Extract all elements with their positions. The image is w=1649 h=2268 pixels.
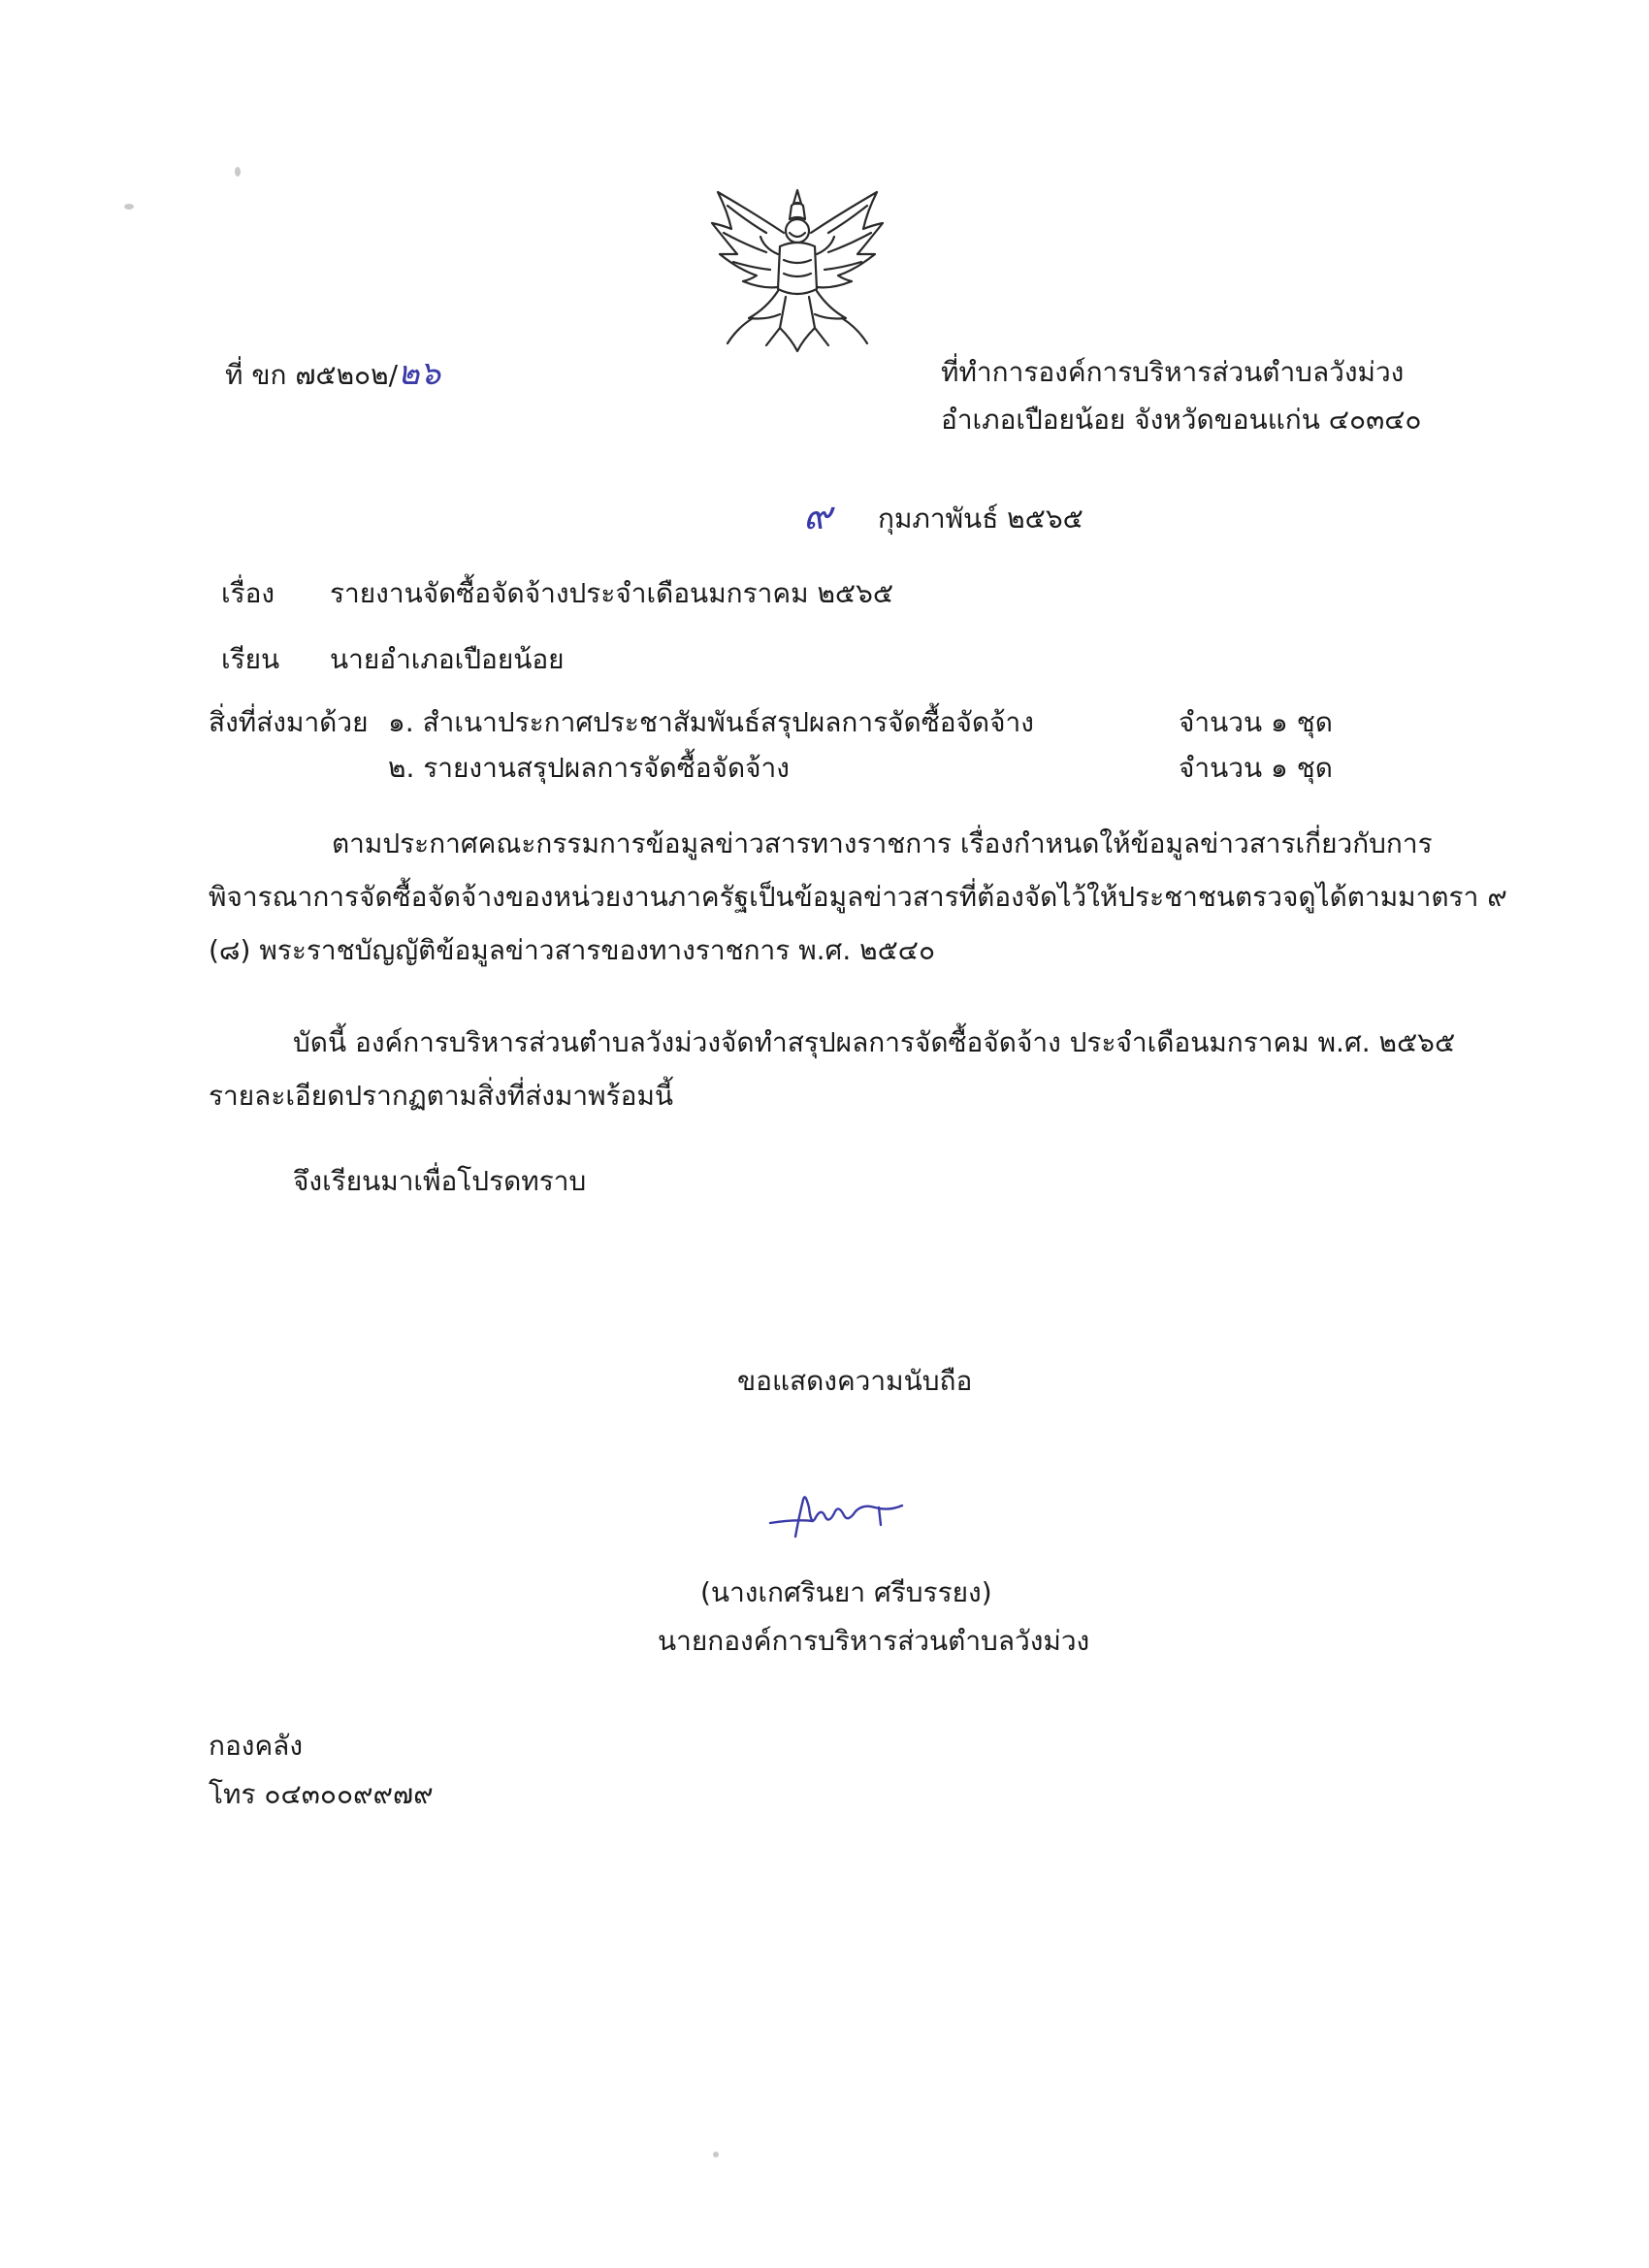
scan-speck [124,204,134,210]
reference-number-printed: ที่ ขก ๗๕๒๐๒/ [225,359,399,391]
phone-number: โทร ๐๔๓๐๐๙๙๗๙ [209,1778,434,1810]
paragraph-line: รายละเอียดปรากฏตามสิ่งที่ส่งมาพร้อมนี้ [209,1080,674,1112]
subject-label: เรื่อง [221,577,275,609]
enclosure-item: ๑. สำเนาประกาศประชาสัมพันธ์สรุปผลการจัดซื้อจัดจ้าง [388,706,1034,738]
recipient-text: นายอำเภอเปือยน้อย [330,643,565,675]
reference-number-handwritten: ๒๖ [398,354,441,393]
signer-name: (นางเกศรินยา ศรีบรรยง) [700,1576,992,1608]
paragraph-line: (๘) พระราชบัญญัติข้อมูลข่าวสารของทางราชการ พ.ศ. ๒๕๔๐ [209,934,936,966]
paragraph-line: ตามประกาศคณะกรรมการข้อมูลข่าวสารทางราชการ เรื่องกำหนดให้ข้อมูลข่าวสารเกี่ยวกับการ [332,827,1433,859]
enclosure-quantity: จำนวน ๑ ชุด [1179,752,1333,784]
scan-speck [713,2152,719,2157]
enclosure-quantity: จำนวน ๑ ชุด [1179,706,1333,738]
signer-position: นายกองค์การบริหารส่วนตำบลวังม่วง [658,1625,1090,1657]
department: กองคลัง [209,1730,304,1762]
date-month-year: กุมภาพันธ์ ๒๕๖๕ [878,502,1083,535]
scan-speck [235,167,241,177]
enclosures-label: สิ่งที่ส่งมาด้วย [209,706,369,738]
enclosure-item: ๒. รายงานสรุปผลการจัดซื้อจัดจ้าง [388,752,790,784]
salutation: ขอแสดงความนับถือ [737,1365,973,1397]
closing-line: จึงเรียนมาเพื่อโปรดทราบ [293,1165,587,1197]
subject-text: รายงานจัดซื้อจัดจ้างประจำเดือนมกราคม ๒๕๖๕ [330,577,894,609]
paragraph-line: พิจารณาการจัดซื้อจัดจ้างของหน่วยงานภาครัฐเป็นข้อมูลข่าวสารที่ต้องจัดไว้ให้ประชาชนตรวจดูได้ตามมาตรา ๙ [209,881,1507,913]
paragraph-line: บัดนี้ องค์การบริหารส่วนตำบลวังม่วงจัดทำสรุปผลการจัดซื้อจัดจ้าง ประจำเดือนมกราคม พ.ศ. ๒๕๖๕ [293,1026,1456,1058]
recipient-label: เรียน [221,643,280,675]
garuda-emblem-icon [698,173,897,362]
date-day: ๙ [803,494,832,538]
issuer-office: ที่ทำการองค์การบริหารส่วนตำบลวังม่วง [941,356,1405,388]
reference-number [225,354,440,395]
signature-icon [766,1486,912,1548]
issuer-address: อำเภอเปือยน้อย จังหวัดขอนแก่น ๔๐๓๔๐ [941,404,1422,436]
